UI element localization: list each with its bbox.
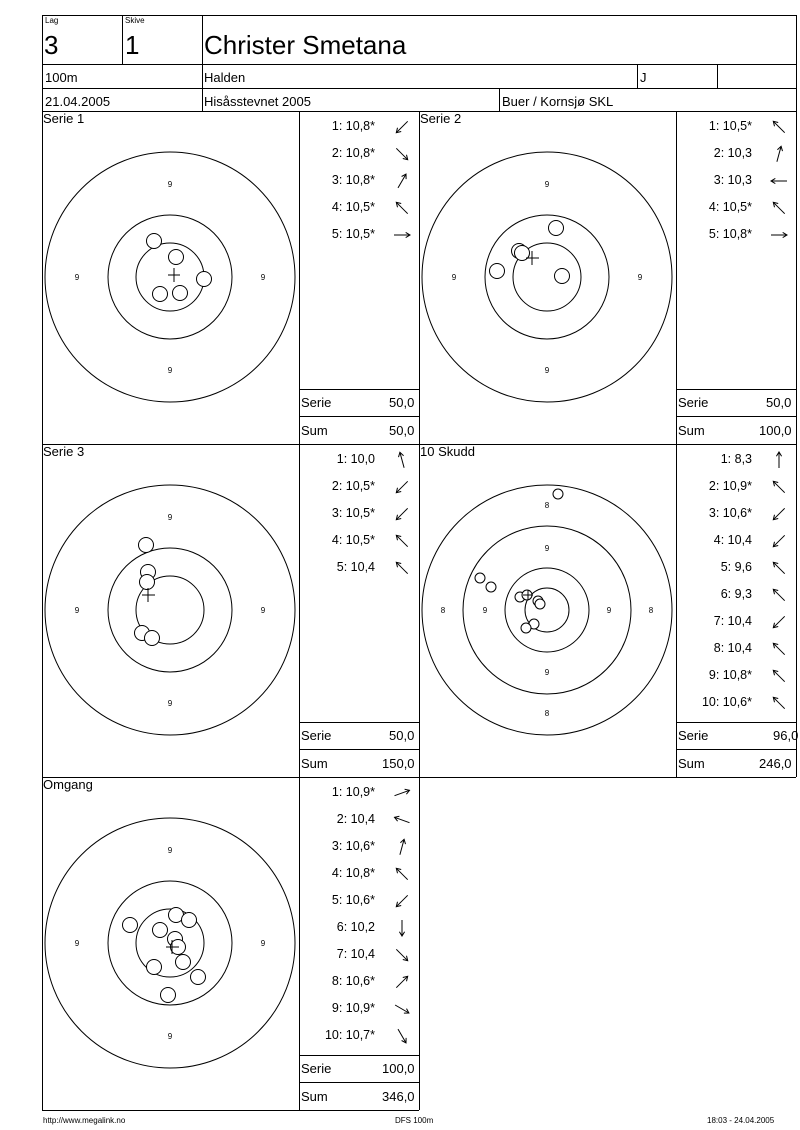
center-cross	[168, 268, 180, 282]
shot-row	[676, 555, 796, 579]
direction-arrow-icon	[773, 121, 784, 132]
shot-value: 3: 10,3	[713, 173, 752, 187]
shot-value: 4: 10,5*	[331, 533, 375, 547]
direction-arrow-icon	[777, 146, 783, 161]
ring-label: 8	[648, 606, 654, 615]
direction-arrow-icon	[773, 589, 784, 600]
shot-row	[676, 195, 796, 219]
shot-row	[299, 447, 419, 471]
shot-row	[299, 168, 419, 192]
ring-label: 9	[74, 606, 80, 615]
direction-arrow-icon	[771, 232, 787, 237]
shot-value: 1: 8,3	[720, 452, 752, 466]
shot-hole	[147, 234, 162, 249]
ring-label: 9	[637, 273, 643, 282]
shot-hole	[182, 913, 197, 928]
shot-hole	[475, 573, 485, 583]
shot-hole	[191, 970, 206, 985]
ring-label: 9	[167, 513, 173, 522]
shot-row	[676, 222, 796, 246]
serie-value: 50,0	[389, 395, 415, 410]
direction-arrow-icon	[773, 508, 784, 519]
direction-arrow-icon	[396, 868, 407, 879]
shot-hole	[153, 923, 168, 938]
sum-value: 346,0	[382, 1089, 415, 1104]
shot-list	[299, 777, 419, 1055]
shot-value: 8: 10,4	[713, 641, 752, 655]
ring-label: 8	[440, 606, 446, 615]
ring-label: 9	[167, 846, 173, 855]
shot-value: 4: 10,5*	[708, 200, 752, 214]
shot-value: 3: 10,8*	[331, 173, 375, 187]
shot-row	[299, 915, 419, 939]
shot-row	[676, 690, 796, 714]
panel-title-omgang: Omgang	[43, 777, 93, 792]
ring-label: 8	[544, 709, 550, 718]
panel-title-serie-1: Serie 1	[43, 111, 85, 126]
ring-label: 9	[167, 1032, 173, 1041]
shot-value: 7: 10,4	[713, 614, 752, 628]
shot-value: 2: 10,5*	[331, 479, 375, 493]
ring-label: 9	[544, 544, 550, 553]
shot-row	[299, 501, 419, 525]
shot-value: 5: 10,5*	[331, 227, 375, 241]
shot-hole	[486, 582, 496, 592]
shot-row	[299, 861, 419, 885]
direction-arrow-icon	[396, 148, 407, 159]
shot-row	[299, 555, 419, 579]
shot-row	[299, 807, 419, 831]
serie-label: Serie	[678, 395, 709, 410]
ring-label: 9	[544, 180, 550, 189]
sum-value: 150,0	[382, 756, 415, 771]
target-10-skudd	[419, 444, 676, 777]
shot-value: 4: 10,5*	[331, 200, 375, 214]
sum-label: Sum	[301, 756, 328, 771]
target-serie-3	[42, 444, 299, 777]
shot-row	[299, 114, 419, 138]
shot-hole	[139, 538, 154, 553]
ring-label: 8	[544, 501, 550, 510]
date: 21.04.2005	[45, 94, 111, 109]
shot-row	[676, 114, 796, 138]
sum-value: 100,0	[759, 423, 792, 438]
direction-arrow-icon	[396, 976, 407, 987]
direction-arrow-icon	[400, 839, 406, 854]
footer-program: DFS 100m	[395, 1116, 434, 1125]
shot-value: 2: 10,8*	[331, 146, 375, 160]
direction-arrow-icon	[773, 481, 784, 492]
sum-value: 246,0	[759, 756, 792, 771]
sum-label: Sum	[301, 1089, 328, 1104]
shot-list	[299, 111, 419, 389]
ring-label: 9	[74, 939, 80, 948]
shot-row	[676, 141, 796, 165]
sum-label: Sum	[678, 423, 705, 438]
shot-row	[299, 942, 419, 966]
direction-arrow-icon	[776, 452, 781, 468]
ring-label: 9	[451, 273, 457, 282]
shot-row	[676, 609, 796, 633]
direction-arrow-icon	[399, 920, 404, 936]
shot-row	[676, 474, 796, 498]
panel-title-10-skudd: 10 Skudd	[420, 444, 475, 459]
sum-label: Sum	[678, 756, 705, 771]
shot-row	[299, 969, 419, 993]
shot-row	[299, 528, 419, 552]
sum-value: 50,0	[389, 423, 415, 438]
serie-value: 50,0	[766, 395, 792, 410]
shot-hole	[147, 960, 162, 975]
ring-label: 9	[74, 273, 80, 282]
shot-row	[299, 996, 419, 1020]
shot-hole	[197, 272, 212, 287]
shot-value: 5: 10,4	[336, 560, 375, 574]
shot-hole	[161, 988, 176, 1003]
shot-hole	[535, 599, 545, 609]
center-cross	[142, 588, 155, 602]
direction-arrow-icon	[395, 1005, 409, 1013]
direction-arrow-icon	[395, 816, 410, 822]
shot-hole	[173, 286, 188, 301]
shot-row	[299, 780, 419, 804]
distance: 100m	[45, 70, 78, 85]
shot-row	[676, 447, 796, 471]
serie-label: Serie	[301, 1061, 332, 1076]
shot-value: 9: 10,9*	[331, 1001, 375, 1015]
skive-value: 1	[125, 30, 140, 60]
shot-list	[299, 444, 419, 722]
shot-row	[299, 888, 419, 912]
shot-value: 4: 10,8*	[331, 866, 375, 880]
shot-row	[676, 528, 796, 552]
shot-value: 5: 9,6	[720, 560, 752, 574]
direction-arrow-icon	[398, 174, 406, 188]
shot-value: 9: 10,8*	[708, 668, 752, 682]
direction-arrow-icon	[398, 1029, 406, 1043]
shot-row	[299, 834, 419, 858]
direction-arrow-icon	[396, 562, 407, 573]
shot-list	[676, 111, 796, 389]
shot-value: 8: 10,6*	[331, 974, 375, 988]
ring-label: 9	[544, 366, 550, 375]
ring-label: 9	[260, 606, 266, 615]
lag-label: Lag	[45, 16, 59, 25]
serie-value: 50,0	[389, 728, 415, 743]
shooter-name: Christer Smetana	[204, 30, 407, 60]
ring-label: 9	[260, 273, 266, 282]
event-name: Hisåsstevnet 2005	[204, 94, 311, 109]
target-serie-1	[42, 111, 299, 444]
direction-arrow-icon	[394, 232, 410, 237]
direction-arrow-icon	[773, 643, 784, 654]
shot-value: 2: 10,3	[713, 146, 752, 160]
shot-row	[676, 168, 796, 192]
direction-arrow-icon	[396, 535, 407, 546]
shot-row	[299, 141, 419, 165]
shot-value: 5: 10,8*	[708, 227, 752, 241]
direction-arrow-icon	[396, 121, 407, 132]
direction-arrow-icon	[773, 535, 784, 546]
serie-label: Serie	[678, 728, 709, 743]
shot-value: 1: 10,0	[336, 452, 375, 466]
shot-hole	[521, 623, 531, 633]
shot-value: 2: 10,9*	[708, 479, 752, 493]
shot-row	[676, 582, 796, 606]
shot-hole	[549, 221, 564, 236]
ring-label: 9	[167, 366, 173, 375]
sum-label: Sum	[301, 423, 328, 438]
panel-title-serie-3: Serie 3	[43, 444, 85, 459]
shot-row	[299, 195, 419, 219]
shot-row	[299, 222, 419, 246]
shot-value: 1: 10,9*	[331, 785, 375, 799]
club-name: Buer / Kornsjø SKL	[502, 94, 614, 109]
serie-label: Serie	[301, 728, 332, 743]
serie-value: 96,0	[773, 728, 799, 743]
shot-value: 10: 10,7*	[324, 1028, 375, 1042]
shot-value: 2: 10,4	[336, 812, 375, 826]
shot-value: 6: 9,3	[720, 587, 752, 601]
target-serie-2	[419, 111, 676, 444]
shot-value: 7: 10,4	[336, 947, 375, 961]
shot-hole	[490, 264, 505, 279]
direction-arrow-icon	[771, 178, 787, 183]
shot-value: 3: 10,6*	[708, 506, 752, 520]
footer-website: http://www.megalink.no	[43, 1116, 126, 1125]
direction-arrow-icon	[773, 202, 784, 213]
direction-arrow-icon	[396, 895, 407, 906]
lag-value: 3	[44, 30, 59, 60]
ring-label: 9	[167, 699, 173, 708]
direction-arrow-icon	[773, 697, 784, 708]
shot-value: 4: 10,4	[713, 533, 752, 547]
skive-label: Skive	[125, 16, 145, 25]
direction-arrow-icon	[399, 452, 405, 467]
direction-arrow-icon	[396, 202, 407, 213]
shot-hole	[555, 269, 570, 284]
shot-value: 1: 10,8*	[331, 119, 375, 133]
shot-hole	[176, 955, 191, 970]
shot-hole	[145, 631, 160, 646]
location: Halden	[204, 70, 246, 85]
shot-hole	[140, 575, 155, 590]
shot-hole	[153, 287, 168, 302]
direction-arrow-icon	[773, 670, 784, 681]
direction-arrow-icon	[773, 616, 784, 627]
shot-value: 10: 10,6*	[701, 695, 752, 709]
shooter-class: J	[640, 70, 647, 85]
ring-label: 9	[606, 606, 612, 615]
serie-label: Serie	[301, 395, 332, 410]
target-omgang	[42, 777, 299, 1110]
footer-timestamp: 18:03 - 24.04.2005	[707, 1116, 775, 1125]
ring-label: 9	[482, 606, 488, 615]
shot-row	[299, 474, 419, 498]
ring-label: 9	[260, 939, 266, 948]
shot-row	[676, 663, 796, 687]
panel-title-serie-2: Serie 2	[420, 111, 462, 126]
shot-row	[676, 636, 796, 660]
serie-value: 100,0	[382, 1061, 415, 1076]
direction-arrow-icon	[396, 949, 407, 960]
shot-value: 3: 10,6*	[331, 839, 375, 853]
ring-label: 9	[167, 180, 173, 189]
shot-row	[676, 501, 796, 525]
shot-value: 5: 10,6*	[331, 893, 375, 907]
shot-list	[676, 444, 796, 722]
direction-arrow-icon	[396, 481, 407, 492]
ring-label: 9	[544, 668, 550, 677]
shot-hole	[123, 918, 138, 933]
shot-hole	[169, 250, 184, 265]
direction-arrow-icon	[396, 508, 407, 519]
shot-value: 6: 10,2	[336, 920, 375, 934]
shot-row	[299, 1023, 419, 1047]
direction-arrow-icon	[773, 562, 784, 573]
shot-hole	[553, 489, 563, 499]
direction-arrow-icon	[395, 789, 410, 795]
shot-value: 3: 10,5*	[331, 506, 375, 520]
shot-value: 1: 10,5*	[708, 119, 752, 133]
